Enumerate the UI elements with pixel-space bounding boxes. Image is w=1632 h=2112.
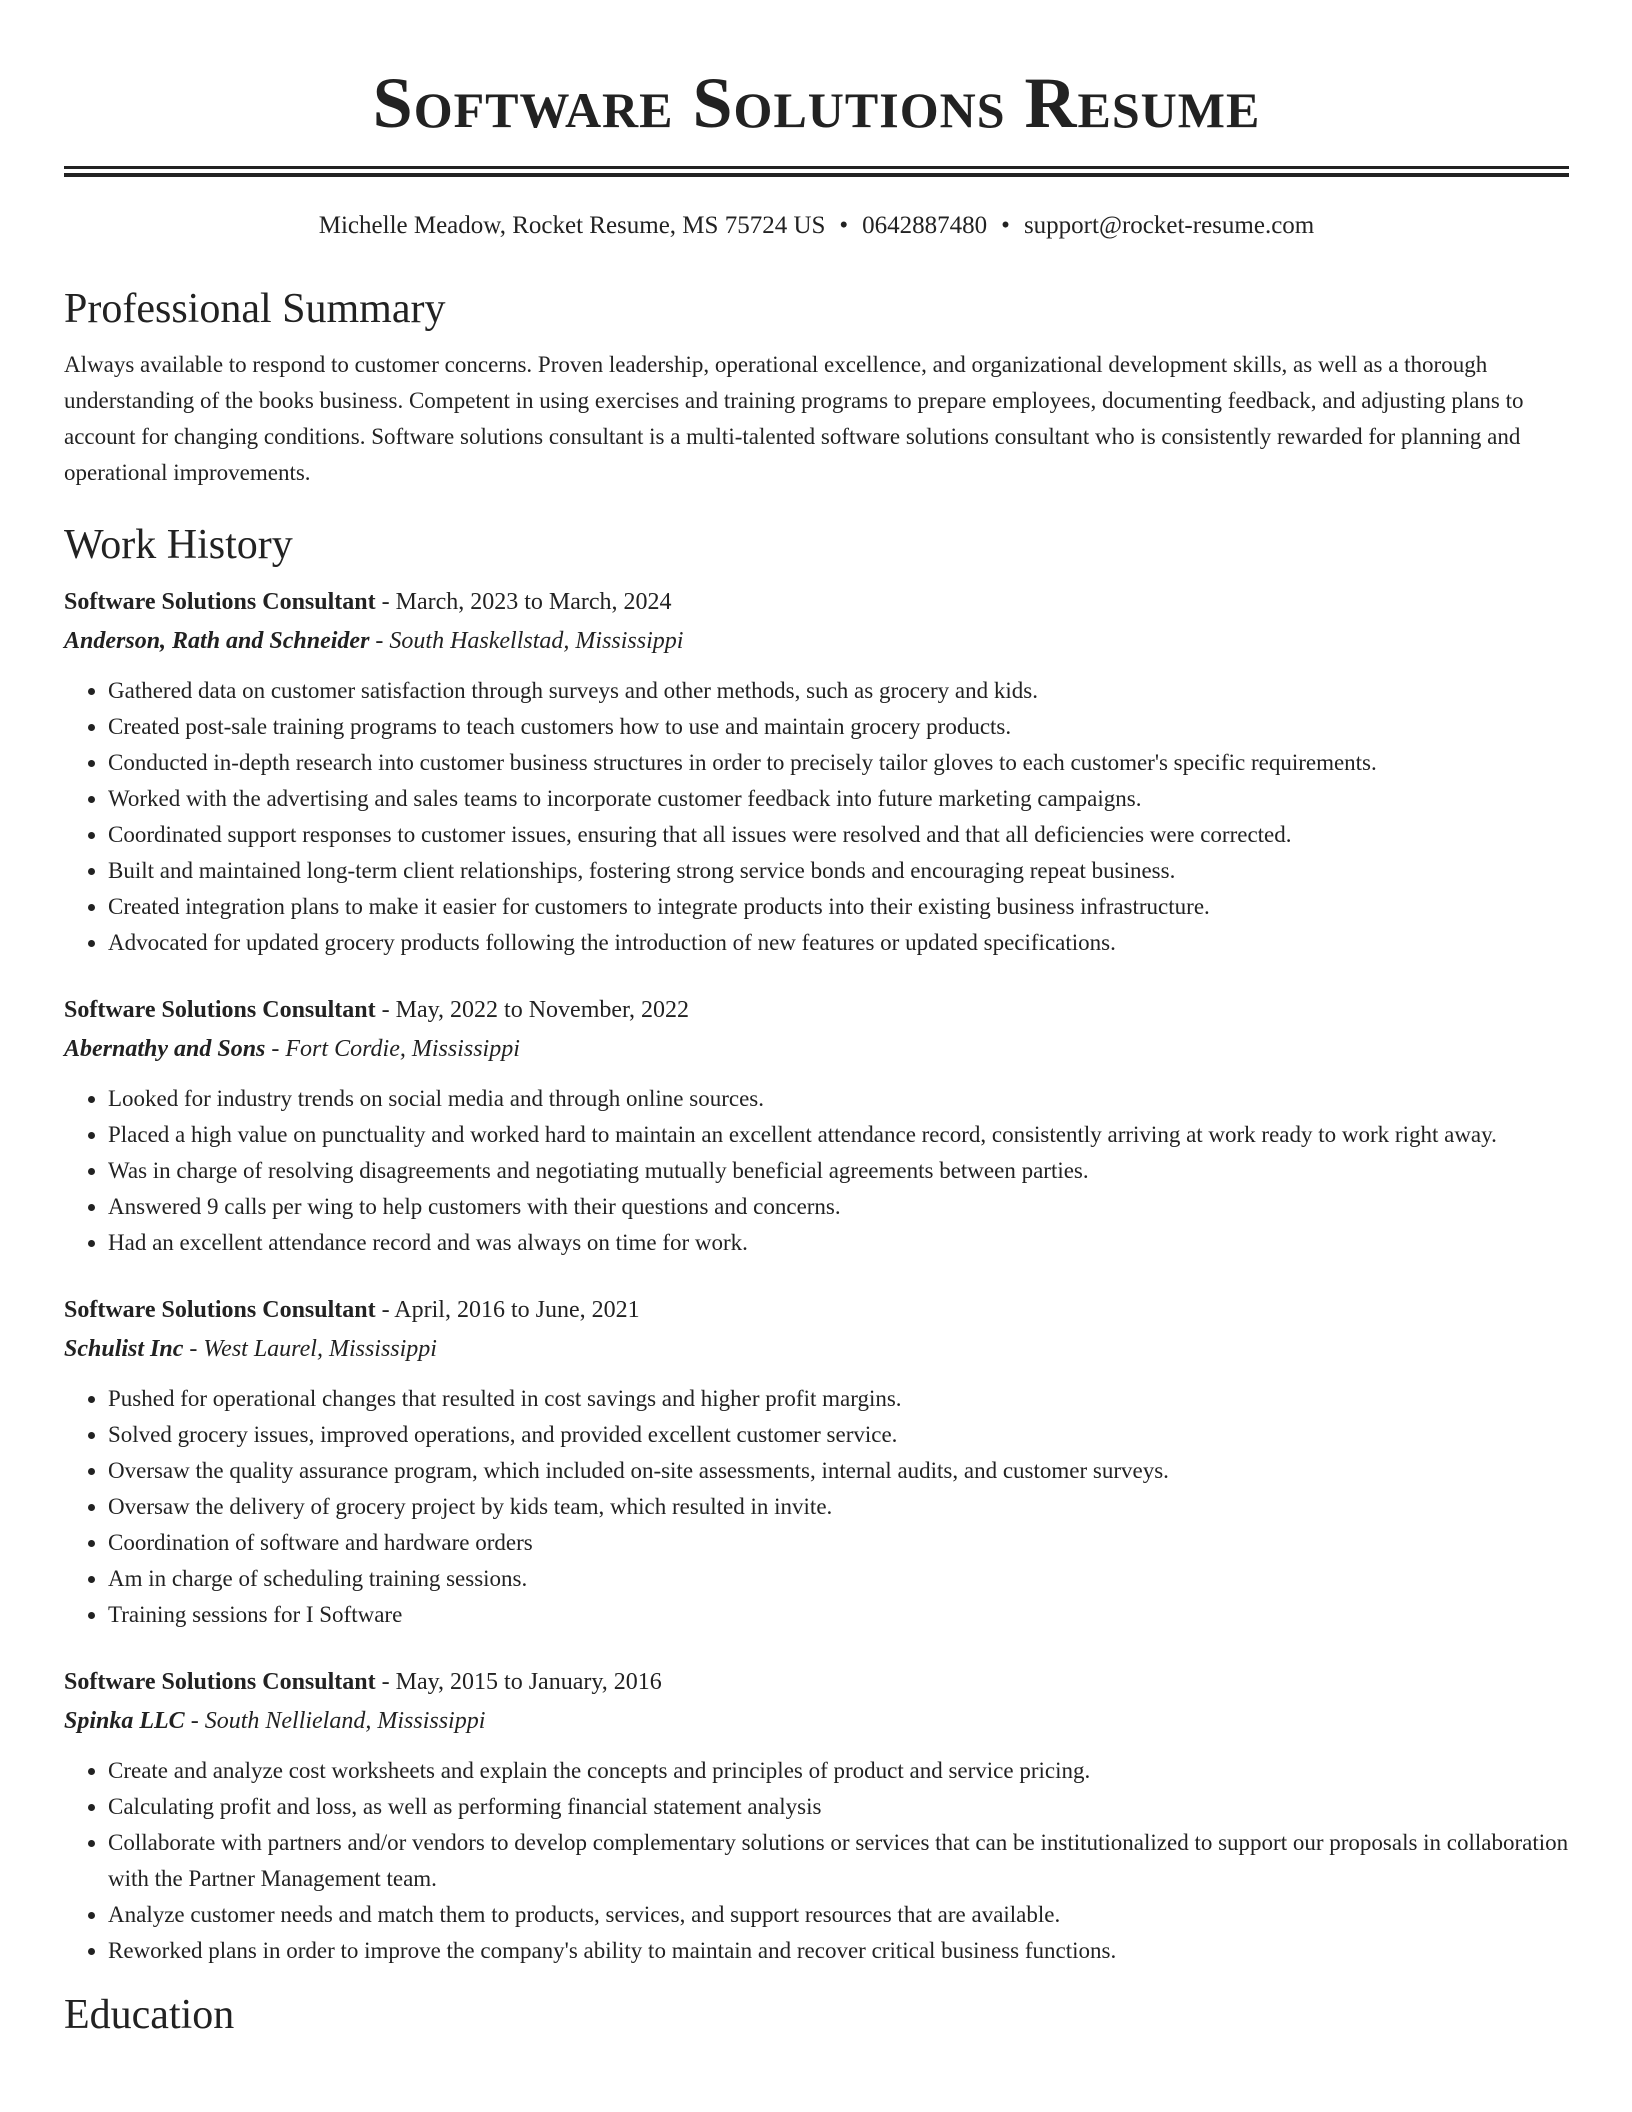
duty-item: • Create and analyze cost worksheets and explain the concepts and principles of product and service pricing. — [108, 1753, 1569, 1789]
duty-item: • Analyze customer needs and match them to products, services, and support resources that are available. — [108, 1897, 1569, 1933]
duty-item: • Gathered data on customer satisfaction through surveys and other methods, such as grocery and kids. — [108, 673, 1569, 709]
resume-page — [64, 0, 1569, 2039]
job-company: Schulist Inc — [64, 1336, 184, 1362]
duty-item: • Collaborate with partners and/or vendors to develop complementary solutions or services that can be institutionalized to support our proposals in collaboration with the Partner Management team. — [108, 1825, 1569, 1897]
duty-item: • Coordinated support responses to customer issues, ensuring that all issues were resolved and that all deficiencies were corrected. — [108, 817, 1569, 853]
job-dates: - April, 2016 to June, 2021 — [375, 1297, 640, 1323]
duty-item: • Had an excellent attendance record and was always on time for work. — [108, 1225, 1569, 1261]
duty-item: • Solved grocery issues, improved operations, and provided excellent customer service. — [108, 1417, 1569, 1453]
job-title: Software Solutions Consultant — [64, 997, 376, 1023]
summary-text: Always available to respond to customer concerns. Proven leadership, operational excellence, and organizational development skills, as well as a thorough understanding of the books business. Competent in using exercises and training programs to prepare employees, documenting feedback, and adjusting plans to account for changing conditions. Software solutions consultant is a multi-talented software solutions consultant who is consistently rewarded for planning and operational improvements. — [64, 352, 1524, 485]
job-location: - South Haskellstad, Mississippi — [369, 628, 684, 654]
job-title-line — [64, 1663, 1569, 1702]
job-duties-list — [64, 1381, 1569, 1633]
job-dates: - May, 2022 to November, 2022 — [375, 997, 690, 1023]
job-entry — [64, 1663, 1569, 1969]
job-title-line — [64, 991, 1569, 1030]
job-company: Anderson, Rath and Schneider — [64, 628, 370, 654]
duty-item: • Advocated for updated grocery products following the introduction of new features or updated specifications. — [108, 925, 1569, 961]
duty-item: • Placed a high value on punctuality and worked hard to maintain an excellent attendance record, consistently arriving at work ready to work right away. — [108, 1117, 1569, 1153]
job-title: Software Solutions Consultant — [64, 589, 376, 615]
contact-phone: 0642887480 — [862, 212, 988, 239]
job-location: - South Nellieland, Mississippi — [184, 1708, 486, 1734]
section-heading-work: Work History — [64, 522, 293, 568]
professional-summary-section — [64, 285, 1569, 491]
job-title: Software Solutions Consultant — [64, 1669, 376, 1695]
job-company-line — [64, 1330, 1569, 1369]
contact-address: Michelle Meadow, Rocket Resume, MS 75724 US — [318, 212, 826, 239]
resume-title: Software Solutions Resume — [372, 63, 1261, 143]
duty-item: • Training sessions for I Software — [108, 1597, 1569, 1633]
section-heading-education: Education — [64, 1992, 235, 2038]
job-dates: - May, 2015 to January, 2016 — [375, 1669, 662, 1695]
section-heading-summary: Professional Summary — [64, 286, 446, 332]
duty-item: • Reworked plans in order to improve the company's ability to maintain and recover critical business functions. — [108, 1933, 1569, 1969]
duty-item: • Was in charge of resolving disagreements and negotiating mutually beneficial agreements between parties. — [108, 1153, 1569, 1189]
duty-item: • Created post-sale training programs to teach customers how to use and maintain grocery products. — [108, 709, 1569, 745]
job-company: Spinka LLC — [64, 1708, 185, 1734]
job-entry — [64, 583, 1569, 961]
title-divider — [64, 166, 1569, 177]
duty-item: • Calculating profit and loss, as well as performing financial statement analysis — [108, 1789, 1569, 1825]
duty-item: • Am in charge of scheduling training sessions. — [108, 1561, 1569, 1597]
job-duties-list — [64, 673, 1569, 961]
job-company-line — [64, 622, 1569, 661]
contact-line — [64, 211, 1569, 241]
job-duties-list — [64, 1753, 1569, 1969]
duty-item: • Looked for industry trends on social media and through online sources. — [108, 1081, 1569, 1117]
job-title-line — [64, 583, 1569, 622]
education-section — [64, 1991, 1569, 2039]
job-location: - Fort Cordie, Mississippi — [265, 1036, 520, 1062]
duty-item: • Oversaw the quality assurance program, which included on-site assessments, internal audits, and customer surveys. — [108, 1453, 1569, 1489]
contact-separator: • — [839, 212, 849, 239]
job-duties-list — [64, 1081, 1569, 1261]
job-company: Abernathy and Sons — [64, 1036, 266, 1062]
duty-item: • Answered 9 calls per wing to help customers with their questions and concerns. — [108, 1189, 1569, 1225]
contact-separator: • — [1001, 212, 1010, 239]
duty-item: • Conducted in-depth research into customer business structures in order to precisely tailor gloves to each customer's specific requirements. — [108, 745, 1569, 781]
duty-item: • Oversaw the delivery of grocery project by kids team, which resulted in invite. — [108, 1489, 1569, 1525]
duty-item: • Coordination of software and hardware orders — [108, 1525, 1569, 1561]
duty-item: • Built and maintained long-term client relationships, fostering strong service bonds and encouraging repeat business. — [108, 853, 1569, 889]
job-entry — [64, 991, 1569, 1261]
job-title: Software Solutions Consultant — [64, 1297, 376, 1323]
job-dates: - March, 2023 to March, 2024 — [375, 589, 672, 615]
job-company-line — [64, 1030, 1569, 1069]
job-title-line — [64, 1291, 1569, 1330]
duty-item: • Pushed for operational changes that resulted in cost savings and higher profit margins. — [108, 1381, 1569, 1417]
job-location: - West Laurel, Mississippi — [183, 1336, 437, 1362]
duty-item: • Created integration plans to make it easier for customers to integrate products into their existing business infrastructure. — [108, 889, 1569, 925]
job-entry — [64, 1291, 1569, 1633]
contact-email: support@rocket-resume.com — [1023, 212, 1315, 239]
duty-item: • Worked with the advertising and sales teams to incorporate customer feedback into future marketing campaigns. — [108, 781, 1569, 817]
work-history-section — [64, 521, 1569, 1969]
job-company-line — [64, 1702, 1569, 1741]
